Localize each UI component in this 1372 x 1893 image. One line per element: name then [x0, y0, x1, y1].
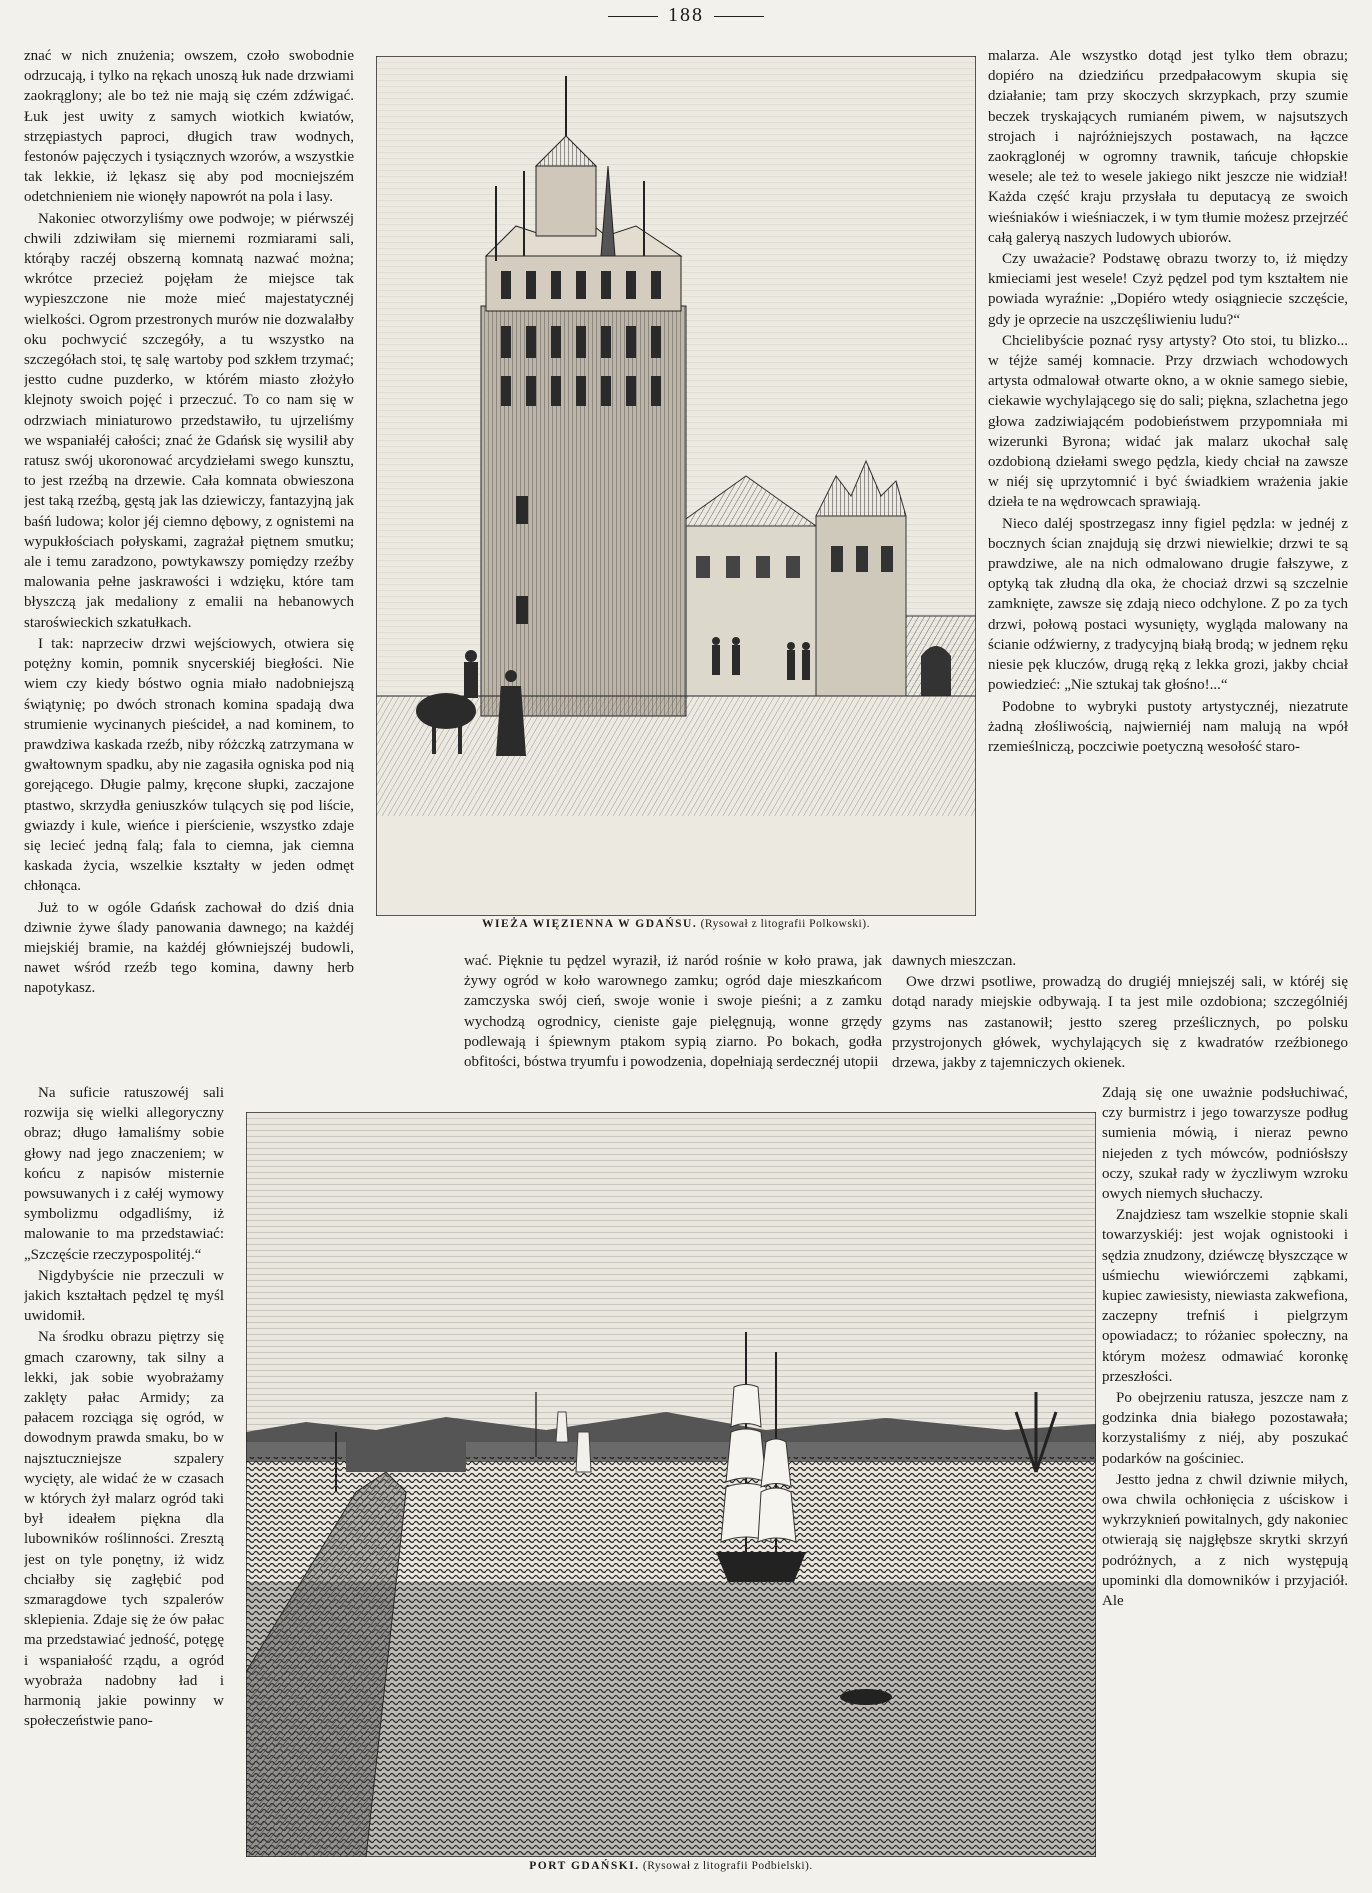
paragraph: znać w nich znużenia; owszem, czoło swobodnie odrzucają, i tylko na rękach unoszą łuk nade drzwiami zaokrąglony; ale bo też nie mają się czém zdźwigać. Łuk jest uwity z samych wiotkich kwiatów, strzępiastych paproci, długich traw wodnych, festonów pajęczych i tysiącznych wzorów, a wszystkie tak lekkie, iż lękasz się aby pod mocniejszém odetchnieniem nie wionęły napowrót na pola i lasy.: [24, 48, 354, 206]
paragraph: Nakoniec otworzyliśmy owe podwoje; w piérwszéj chwili zdziwiłam się miernemi rozmiarami sali, którąby raczéj obszerną komnatą nazwać można; wkrótce przecież pojęłam że miejsce tak wypieszczone nie może mieć majestatycznéj wielkości. Ogrom przestronych murów nie dozwalałby oku pochwycić szczegóły, a tu wszystko na szczegółach stoi, tę salę wartoby pod szkłem trzymać; jestto cudne puzderko, w którém miasto złożyło klejnoty swoich pojęć i przeczuć. To co nam się w odrzwiach miniaturowo przedstawiło, tu ujrzeliśmy we wspaniałéj całości; znać że Gdańsk się wysilił aby ratusz swój ukoronować arcydziełami swego kunsztu, to jest rzeźbą na drzewie. Cała komnata obwieszona jest taką rzeźbą, gęstą jak las dziewiczy, fantazyjną jak baśń ludowa; kolor jéj ciemno dębowy, z ognistemi na wypukłościach połyskami, zagrażał piętnem smutku; ale i temu zaradzono, powtykawszy pomiędzy rzeźby malowania pełne jaskrawości i wdzięku, które tam błyszczą jak medaliony z emalii na hebanowych staroświeckich szkatułkach.: [24, 210, 354, 631]
column-right-bottom: [1102, 1083, 1348, 1883]
port-caption: [246, 1860, 1096, 1872]
tower-illustration: [376, 56, 976, 916]
port-engraving: [246, 1112, 1096, 1882]
tower-caption-title: WIEŻA WIĘZIENNA W GDAŃSU.: [482, 918, 698, 930]
paragraph: Nigdybyście nie przeczuli w jakich kształtach pędzel tę myśl uwidomił.: [24, 1267, 224, 1325]
paragraph: Chcielibyście poznać rysy artysty? Oto stoi, tu blizko... w téjże saméj komnacie. Przy drzwiach wchodowych artysta odmalował otwarte okno, a w oknie samego siebie, ciekawie wychylającego się do sali; piękna, szlachetna jego głowa zadziwiającém podobieństwem przypomniała mi wizerunki Byrona; widać jak malarz ukochał salę ozdobioną dziełami swego pędzla, kiedy chciał na zawsze w niéj się uprzytomnić i być świadkiem wrażenia jakie dzieła te na wędrowcach sprawiają.: [988, 332, 1348, 511]
paragraph: Po obejrzeniu ratusza, jeszcze nam z godzinka dnia białego pozostawała; korzystaliśmy z niéj, aby poszukać podarków na gościniec.: [1102, 1390, 1348, 1467]
paragraph: dawnych mieszczan.: [892, 953, 1017, 969]
column-right-top: [988, 46, 1348, 951]
column-left-bottom: [24, 1083, 224, 1883]
paragraph: malarza. Ale wszystko dotąd jest tylko tłem obrazu; dopiéro na dziedzińcu przedpałacowym skupia się działanie; tam przy skoczych skrzypkach, przy szumie beczek tryskających rumianém piwem, w najsutszych strojach i najróżniejszych postawach, na łączce zaokrąglonéj w ogromny trawnik, tańcuje chłopskie wesele; ale też to wesele jakiego nikt jeszcze nie widział! Każda część kraju przysłała tu deputacyą ze swoich wieśniaków i wieśniaczek, i w tym tłumie możesz przejrzéć całą galeryą naszych ludowych ubiorów.: [988, 48, 1348, 246]
paragraph: Nieco daléj spostrzegasz inny figiel pędzla: w jednéj z bocznych ścian znajdują się drzwi niewielkie; drzwi te są prawdziwe, ale na nich odmalowano drugie fałszywe, z optyką tak złudną dla oka, że chociaż drzwi są szczelnie zamknięte, zawsze się zdają nieco odchylone. Z po za tych drzwi, połową postaci wysunięty, wygląda malowany na ścianie odźwierny, z tradycyjną białą brodą; w jednem ręku niesie pęk kluczów, drugą ręką z lekka grozi, jakby chciał powiedzieć: „Nie sztukaj tak głośno!...“: [988, 515, 1348, 694]
paragraph: wać. Pięknie tu pędzel wyraził, iż naród rośnie w koło prawa, jak żywy ogród w koło warownego zamku; ogród daje mieszkańcom zamczyska swój cień, swoje wonie i swoje pieśni; a z zamku wychodzą ogrodnicy, cieniste gaje pielęgnują, wonne grzędy podlewają i śpiewnym ptakom sypią ziarno. Po bokach, godła obfitości, bóstwa tryumfu i powodzenia, dopełniają serdecznéj utopii: [464, 953, 882, 1071]
paragraph: Podobne to wybryki pustoty artystycznéj, niezatrute żadną złośliwością, najwierniéj nam malują na wpół rzemieślniczą, poczciwie poetyczną wesołość staro-: [988, 698, 1348, 755]
paragraph: Znajdziesz tam wszelkie stopnie skali towarzyskiéj: jest wojak ognistooki i sędzia znudzony, dziéwczę błyszczące w uśmiechu wiewiórczemi ząbkami, kupiec zawiesisty, niewiasta zakwefiona, zaczepny trefniś i pielgrzym opowiadacz; to różaniec społeczny, na którym możesz odmawiać koronkę przeszłości.: [1102, 1207, 1348, 1385]
paragraph: Czy uważacie? Podstawę obrazu tworzy to, iż między kmieciami jest wesele! Czyż pędzel pod tym kształtem nie powiada wyraźnie: „Dopiéro wtedy osiągniecie szczęście, gdy je oprzecie na uszczęśliwieniu ludu?“: [988, 251, 1348, 328]
paragraph: Na suficie ratuszowéj sali rozwija się wielki allegoryczny obraz; długo łamaliśmy sobie głowy nad jego znaczeniem; w końcu z napisów misternie powsuwanych i z całéj wymowy symbolizmu odgadliśmy, iż malowanie to ma przedstawiać: „Szczęście rzeczypospolitéj.“: [24, 1085, 224, 1263]
tower-caption: [376, 918, 976, 930]
column-left-top: [24, 46, 354, 1076]
paragraph: Już to w ogóle Gdańsk zachował do dziś dnia dziwnie żywe ślady panowania dawnego; na każdéj miejskiéj bramie, na każdéj główniejszéj budowli, nawet wśród rzeźb tego komina, dawny herb napotykasz.: [24, 899, 354, 997]
port-illustration: [246, 1112, 1096, 1857]
paragraph: Zdają się one uważnie podsłuchiwać, czy burmistrz i jego towarzysze podług sumienia mówią, i nieraz pewno niejeden z tych mówców, podniósłszy oczy, szukał rady w życzliwym wzroku owych niemych słuchaczy.: [1102, 1085, 1348, 1203]
paragraph: Na środku obrazu piętrzy się gmach czarowny, tak silny a lekki, jak sobie wyobrażamy zaklęty pałac Armidy; za pałacem rozciąga się ogród, w dowodnym prawda smaku, bo w najsztuczniejsze szpalery wycięty, ale widać że w czasach w których żył malarz ogród taki był ideałem piękna dla lubowników roślinności. Zresztą jest on tyle ponętny, iż widz chciałby się zagłębić pod szmaragdowe tych szpalerów sklepienia. Zdaje się że ów pałac ma przedstawiać jedność, potęgę i wspaniałość rządu, a ogród wyobraża nadobny ład i harmonią jakie powinny w społeczeństwie pano-: [24, 1329, 224, 1730]
tower-engraving: [376, 56, 976, 936]
tower-caption-credit: (Rysował z litografii Polkowski).: [700, 918, 870, 930]
paragraph: Owe drzwi psotliwe, prowadzą do drugiéj mniejszéj sali, w któréj się dotąd narady miejskie odbywają. I ta jest mile ozdobiona; szczególniéj gzyms nas zastanowił; jestto szereg prześlicznych, po polsku przystrojonych główek, wychylających się z kwadratów rzeźbionego drzewa, jakby z tajemniczych okienek.: [892, 974, 1348, 1072]
column-middle-right: [892, 951, 1348, 1073]
column-middle-bottom: [464, 951, 882, 1089]
paragraph: Jestto jedna z chwil dziwnie miłych, owa chwila ochłonięcia z uściskow i wykrzyknień powitalnych, gdy nakoniec otwierają się najgłębsze skrytki skrzyń podróżnych, a z nich występują upominki dla domowników i przyjaciół. Ale: [1102, 1471, 1348, 1610]
port-caption-title: PORT GDAŃSKI.: [529, 1860, 640, 1872]
paragraph: I tak: naprzeciw drzwi wejściowych, otwiera się potężny komin, pomnik snycerskiéj biegłości. Nie wiem czy kiedy bóstwo ognia miało nadobniejszą świątynię; po dwóch stronach komina spadają dwa strumienie wycinanych pieścideł, a nad kominem, to prawdziwa kaskada rzeźb, niby różczką zatrzymana w gwałtownym spadku, aby nie zagasiła ogniska pod nią gorejącego. Długie palmy, kręcone słupki, zaczajone ptastwo, skrzydła geniuszków tulących się pod liście, gwiazdy i kule, wieńce i pierścienie, wszystko zdaje się lecieć jedną falą; fala to ciemna, jak ciemna kaskada życia, wszelkie kształty w jeden odmęt chłonąca.: [24, 635, 354, 895]
port-caption-credit: (Rysował z litografii Podbielski).: [642, 1860, 813, 1872]
page-number: 188: [0, 4, 1372, 27]
